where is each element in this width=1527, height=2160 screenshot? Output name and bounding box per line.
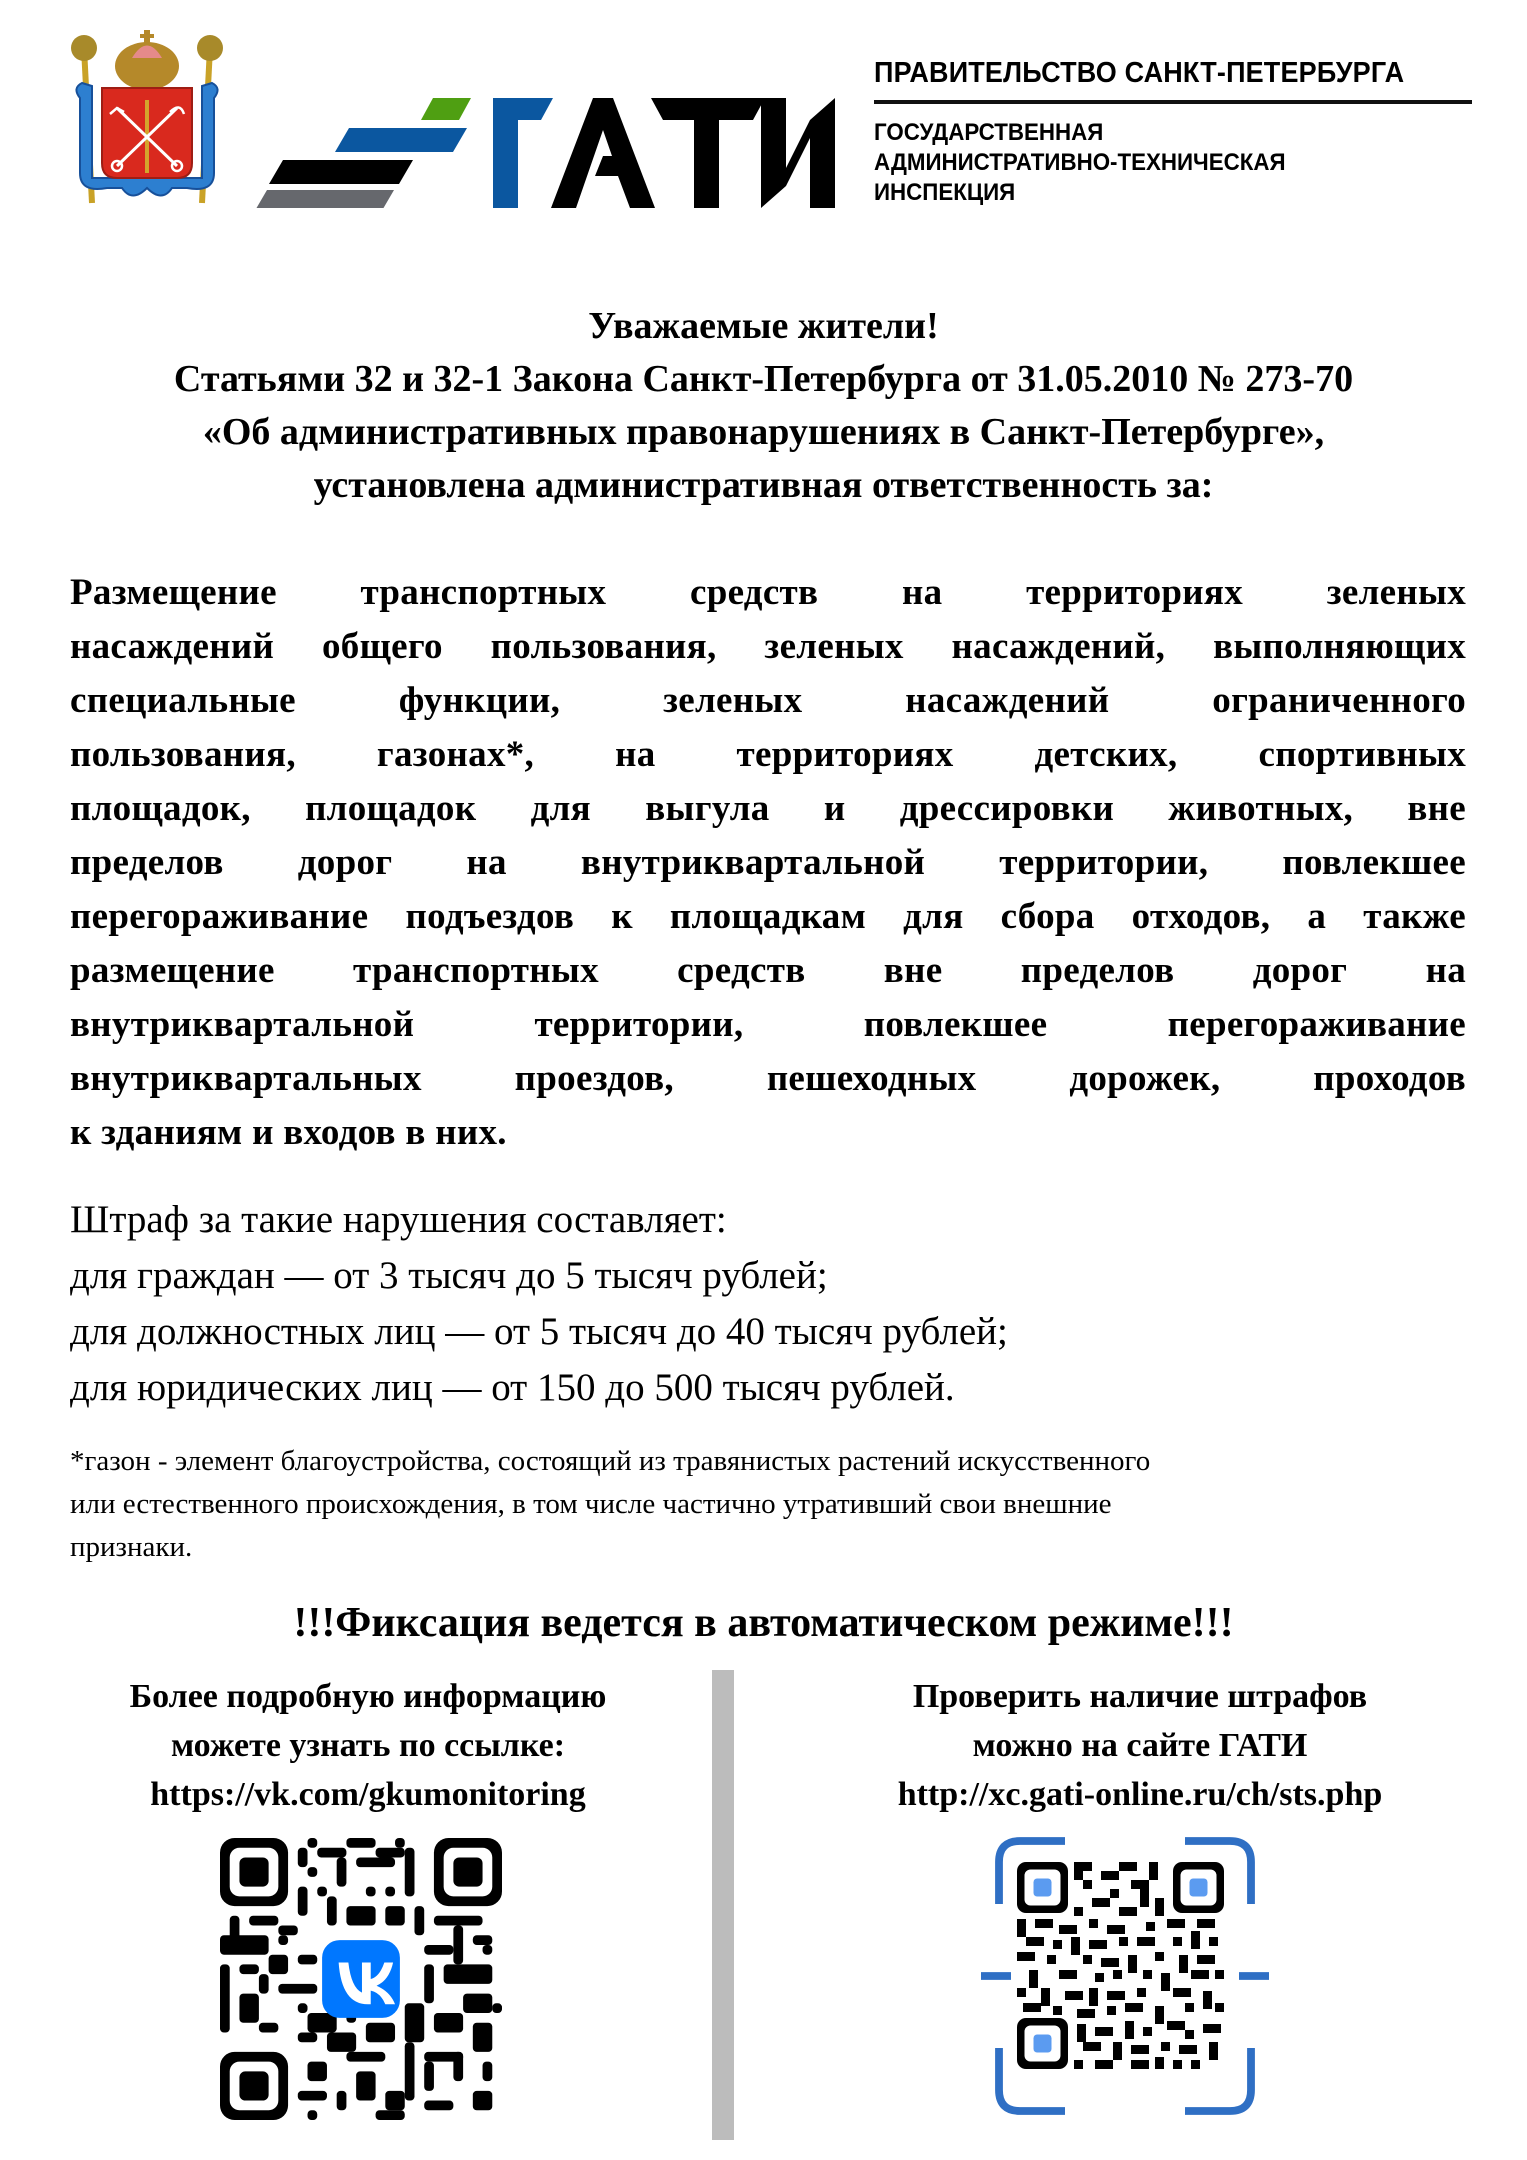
vk-link[interactable]: https://vk.com/gkumonitoring — [150, 1776, 586, 1813]
greeting: Уважаемые жители! — [588, 305, 939, 347]
law-reference: Статьями 32 и 32-1 Закона Санкт-Петербурга от 31.05.2010 № 273-70 — [173, 358, 1354, 400]
automatic-recording-notice: !!!Фиксация ведется в автоматическом режиме!!! — [293, 1600, 1234, 1646]
violation-line: размещение транспортных средств вне пределов дорог на — [70, 950, 1466, 991]
violation-line: насаждений общего пользования, зеленых насаждений, выполняющих — [70, 626, 1466, 667]
fines-section — [70, 1192, 1008, 1416]
violation-line: перегораживание подъездов к площадкам для сбора отходов, а также — [70, 896, 1466, 937]
coat-of-arms-icon — [62, 28, 232, 208]
fine-legal-entities: для юридических лиц — от 150 до 500 тысяч рублей. — [70, 1366, 955, 1409]
government-block — [874, 56, 1474, 208]
column-divider — [712, 1670, 734, 2140]
footnote-line: признаки. — [70, 1531, 193, 1563]
document-header — [0, 0, 1527, 240]
violation-line: площадок, площадок для выгула и дрессировки животных, вне — [70, 788, 1466, 829]
fine-citizens: для граждан — от 3 тысяч до 5 тысяч рублей; — [70, 1254, 828, 1297]
violation-line: внутриквартальных проездов, пешеходных дорожек, проходов — [70, 1058, 1466, 1099]
fines-heading: Штраф за такие нарушения составляет: — [70, 1198, 727, 1241]
government-title: ПРАВИТЕЛЬСТВО САНКТ-ПЕТЕРБУРГА — [874, 57, 1405, 89]
law-title: «Об административных правонарушениях в Санкт-Петербурге», — [202, 411, 1325, 453]
violation-line: внутриквартальной территории, повлекшее перегораживание — [70, 1004, 1466, 1045]
violation-line: пределов дорог на внутриквартальной территории, повлекшее — [70, 842, 1466, 883]
agency-name-line-3: ИНСПЕКЦИЯ — [874, 179, 1016, 206]
info-column — [48, 1672, 688, 1819]
info-text-line-2: можете узнать по ссылке: — [170, 1727, 566, 1764]
title-divider — [874, 100, 1472, 104]
vk-logo-icon — [322, 1940, 400, 2018]
gati-link[interactable]: http://xc.gati-online.ru/ch/sts.php — [897, 1776, 1383, 1813]
gati-qr-code[interactable] — [975, 1826, 1275, 2126]
agency-name-line-1: ГОСУДАРСТВЕННАЯ — [874, 119, 1104, 146]
fines-check-column — [800, 1672, 1480, 1819]
violation-line: Размещение транспортных средств на территориях зеленых — [70, 572, 1466, 613]
violation-line: специальные функции, зеленых насаждений ограниченного — [70, 680, 1466, 721]
footnote-line: *газон - элемент благоустройства, состоящий из травянистых растений искусственного — [70, 1445, 1151, 1477]
info-text-line-1: Более подробную информацию — [129, 1678, 607, 1715]
vk-qr-code[interactable] — [220, 1838, 502, 2120]
violation-description — [70, 566, 1466, 1160]
violation-line: пользования, газонах*, на территориях детских, спортивных — [70, 734, 1466, 775]
fine-officials: для должностных лиц — от 5 тысяч до 40 тысяч рублей; — [70, 1310, 1008, 1353]
gati-logo — [253, 98, 835, 208]
check-text-line-1: Проверить наличие штрафов — [912, 1678, 1368, 1715]
check-text-line-2: можно на сайте ГАТИ — [972, 1727, 1308, 1764]
intro-heading — [0, 300, 1527, 512]
agency-name-line-2: АДМИНИСТРАТИВНО-ТЕХНИЧЕСКАЯ — [874, 149, 1286, 176]
footnote-line: или естественного происхождения, в том числе частично утративший свои внешние — [70, 1488, 1112, 1520]
violation-line: к зданиям и входов в них. — [70, 1112, 507, 1153]
lawn-footnote — [70, 1440, 1470, 1569]
liability-statement: установлена административная ответственность за: — [313, 464, 1214, 506]
